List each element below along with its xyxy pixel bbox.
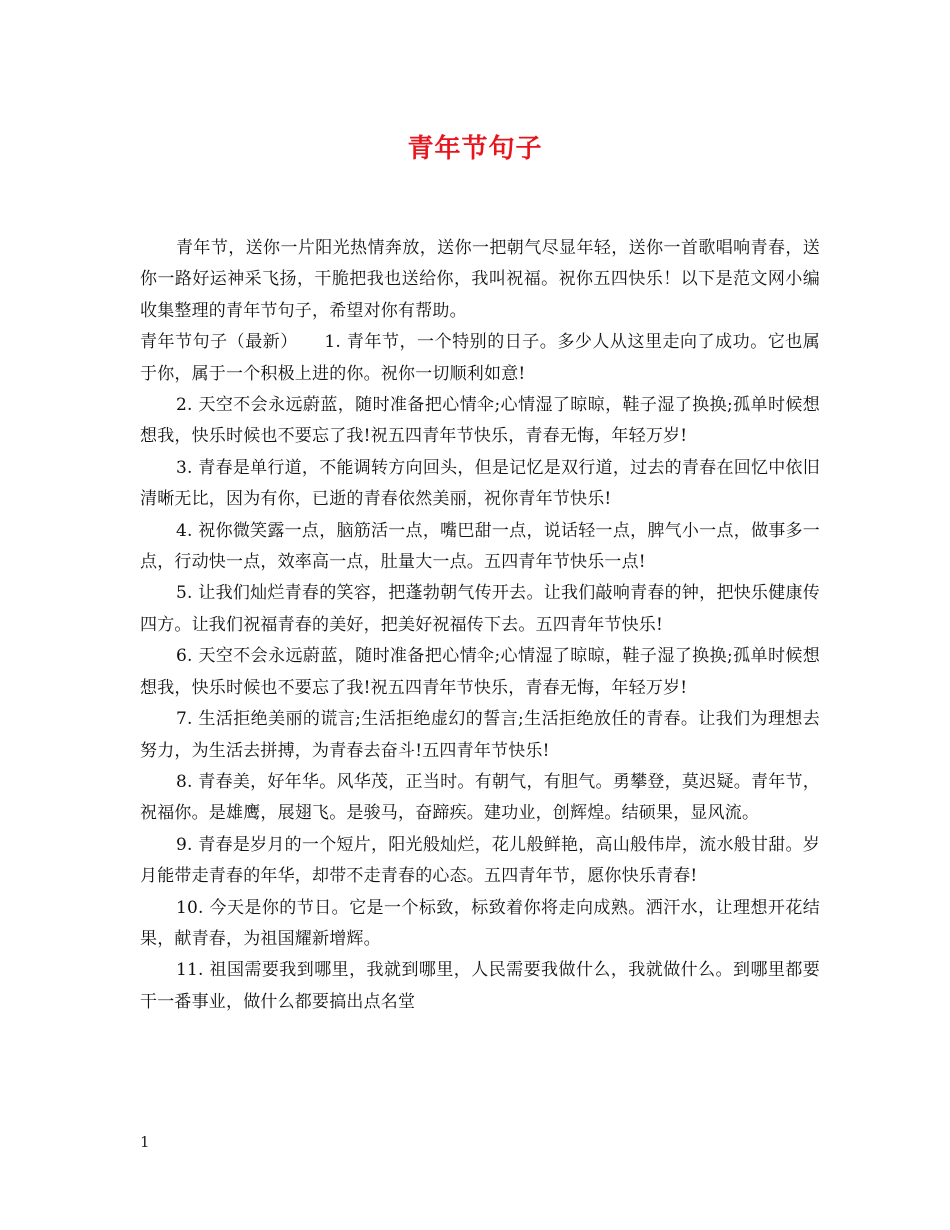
list-item: 9. 青春是岁月的一个短片，阳光般灿烂，花儿般鲜艳，高山般伟岸，流水般甘甜。岁月能带走青春的年华，却带不走青春的心态。五四青年节，愿你快乐青春! xyxy=(140,834,820,887)
list-item: 11. 祖国需要我到哪里，我就到哪里，人民需要我做什么，我就做什么。到哪里都要干一番事业，做什么都要搞出点名堂 xyxy=(140,960,820,1012)
intro-paragraph: 青年节，送你一片阳光热情奔放，送你一把朝气尽显年轻，送你一首歌唱响青春，送你一路好运神采飞扬，干脆把我也送给你，我叫祝福。祝你五四快乐！以下是范文网小编收集整理的青年节句子，希望对你有帮助。 xyxy=(140,238,820,321)
list-item: 5. 让我们灿烂青春的笑容，把蓬勃朝气传开去。让我们敲响青春的钟，把快乐健康传四方。让我们祝福青春的美好，把美好祝福传下去。五四青年节快乐! xyxy=(140,583,820,635)
document-body xyxy=(140,233,820,1018)
page-title: 青年节句子 xyxy=(407,134,543,164)
list-item: 8. 青春美，好年华。风华茂，正当时。有朝气，有胆气。勇攀登，莫迟疑。青年节，祝福你。是雄鹰，展翅飞。是骏马，奋蹄疾。建功业，创辉煌。结硕果，显风流。 xyxy=(140,771,820,824)
list-item: 4. 祝你微笑露一点，脑筋活一点，嘴巴甜一点，说话轻一点，脾气小一点，做事多一点，行动快一点，效率高一点，肚量大一点。五四青年节快乐一点! xyxy=(140,520,820,573)
list-item: 6. 天空不会永远蔚蓝，随时准备把心情伞;心情湿了晾晾，鞋子湿了换换;孤单时候想想我，快乐时候也不要忘了我!祝五四青年节快乐，青春无悔，年轻万岁! xyxy=(140,646,820,698)
list-item: 10. 今天是你的节日。它是一个标致，标致着你将走向成熟。洒汗水，让理想开花结果，献青春，为祖国耀新增辉。 xyxy=(140,897,820,949)
list-item: 2. 天空不会永远蔚蓝，随时准备把心情伞;心情湿了晾晾，鞋子湿了换换;孤单时候想想我，快乐时候也不要忘了我!祝五四青年节快乐，青春无悔，年轻万岁! xyxy=(140,395,820,447)
list-item: 3. 青春是单行道，不能调转方向回头，但是记忆是双行道，过去的青春在回忆中依旧清晰无比，因为有你，已逝的青春依然美丽，祝你青年节快乐! xyxy=(140,457,820,510)
page-number: 1 xyxy=(140,1133,150,1151)
list-item: 7. 生活拒绝美丽的谎言;生活拒绝虚幻的誓言;生活拒绝放任的青春。让我们为理想去努力，为生活去拼搏，为青春去奋斗!五四青年节快乐! xyxy=(140,709,820,761)
list-item: 青年节句子（最新） 1. 青年节，一个特别的日子。多少人从这里走向了成功。它也属于你，属于一个积极上进的你。祝你一切顺利如意! xyxy=(140,332,820,384)
